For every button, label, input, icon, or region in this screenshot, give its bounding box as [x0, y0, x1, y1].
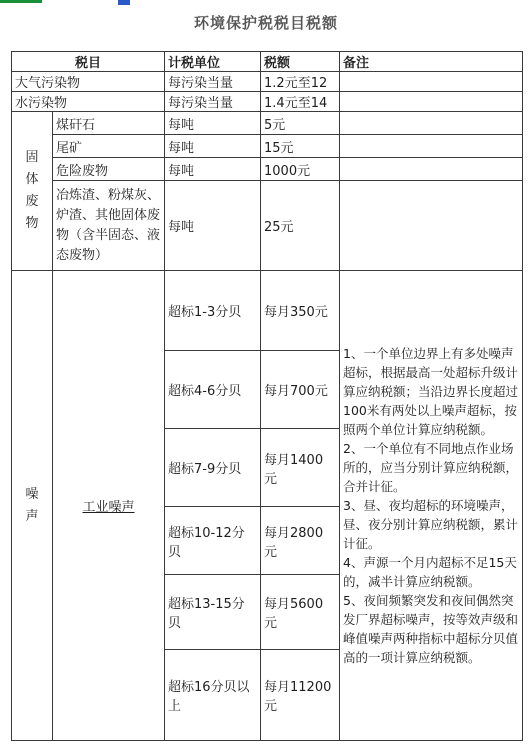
amount-cell: 1.2元至12 [261, 72, 340, 92]
item-name: 水污染物 [12, 92, 165, 112]
unit-cell: 超标7-9分贝 [165, 429, 261, 507]
amount-cell: 每月1400元 [261, 429, 340, 507]
unit-cell: 每吨 [165, 158, 261, 181]
page-title: 环境保护税税目税额 [193, 14, 338, 32]
top-strip [0, 0, 532, 6]
tax-table [11, 51, 523, 741]
amount-cell: 1.4元至14 [261, 92, 340, 112]
amount-cell: 每月2800元 [261, 507, 340, 575]
item-name: 危险废物 [53, 158, 165, 181]
item-name: 冶炼渣、粉煤灰、炉渣、其他固体废物（含半固态、液态废物） [53, 181, 165, 271]
notes-cell-noise: 1、一个单位边界上有多处噪声超标，根据最高一处超标升级计算应纳税额；当沿边界长度超过100米有两处以上噪声超标，按照两个单位计算应纳税额。 2、一个单位有不同地点作业场所的，应当分别计算应纳税额，合并计征。 3、昼、夜均超标的环境噪声，昼、夜分别计算应纳税额，累计计征。 4、声源一个月内超标不足15天的，减半计算应纳税额。 5、夜间频繁突发和夜间偶然突发厂界超标噪声，按等效声级和峰值噪声两种指标中超标分贝值高的一项计算应纳税额。 [340, 271, 523, 741]
amount-cell: 每月11200元 [261, 650, 340, 741]
header-notes: 备注 [340, 52, 523, 72]
unit-cell: 超标10-12分贝 [165, 507, 261, 575]
notes-cell [340, 92, 523, 112]
category-noise: 噪 声 [12, 271, 53, 741]
notes-cell [340, 135, 523, 158]
header-item: 税目 [12, 52, 165, 72]
notes-cell [340, 158, 523, 181]
unit-cell: 每污染当量 [165, 92, 261, 112]
unit-cell: 每污染当量 [165, 72, 261, 92]
unit-cell: 每吨 [165, 181, 261, 271]
unit-cell: 超标13-15分贝 [165, 575, 261, 650]
unit-cell: 超标4-6分贝 [165, 351, 261, 429]
table-row-solid [12, 158, 523, 181]
unit-cell: 每吨 [165, 112, 261, 135]
category-solid-waste: 固 体 废 物 [12, 112, 53, 271]
amount-cell: 15元 [261, 135, 340, 158]
item-name: 大气污染物 [12, 72, 165, 92]
unit-cell: 每吨 [165, 135, 261, 158]
header-row [12, 52, 523, 72]
table-row-solid [12, 135, 523, 158]
header-amount: 税额 [261, 52, 340, 72]
amount-cell: 每月700元 [261, 351, 340, 429]
amount-cell: 每月350元 [261, 271, 340, 351]
notes-cell [340, 181, 523, 271]
table-row-solid [12, 181, 523, 271]
amount-cell: 25元 [261, 181, 340, 271]
amount-cell: 每月5600元 [261, 575, 340, 650]
item-name: 煤矸石 [53, 112, 165, 135]
table-row-solid [12, 112, 523, 135]
top-strip-green-segment [0, 0, 42, 3]
notes-cell [340, 72, 523, 92]
notes-cell [340, 112, 523, 135]
amount-cell: 1000元 [261, 158, 340, 181]
amount-cell: 5元 [261, 112, 340, 135]
table-row-air [12, 72, 523, 92]
subcategory-industrial-noise: 工业噪声 [53, 271, 165, 741]
unit-cell: 超标16分贝以上 [165, 650, 261, 741]
table-row-noise [12, 271, 523, 351]
table-row-water [12, 92, 523, 112]
item-name: 尾矿 [53, 135, 165, 158]
header-unit: 计税单位 [165, 52, 261, 72]
top-strip-blue-segment [118, 0, 130, 5]
unit-cell: 超标1-3分贝 [165, 271, 261, 351]
